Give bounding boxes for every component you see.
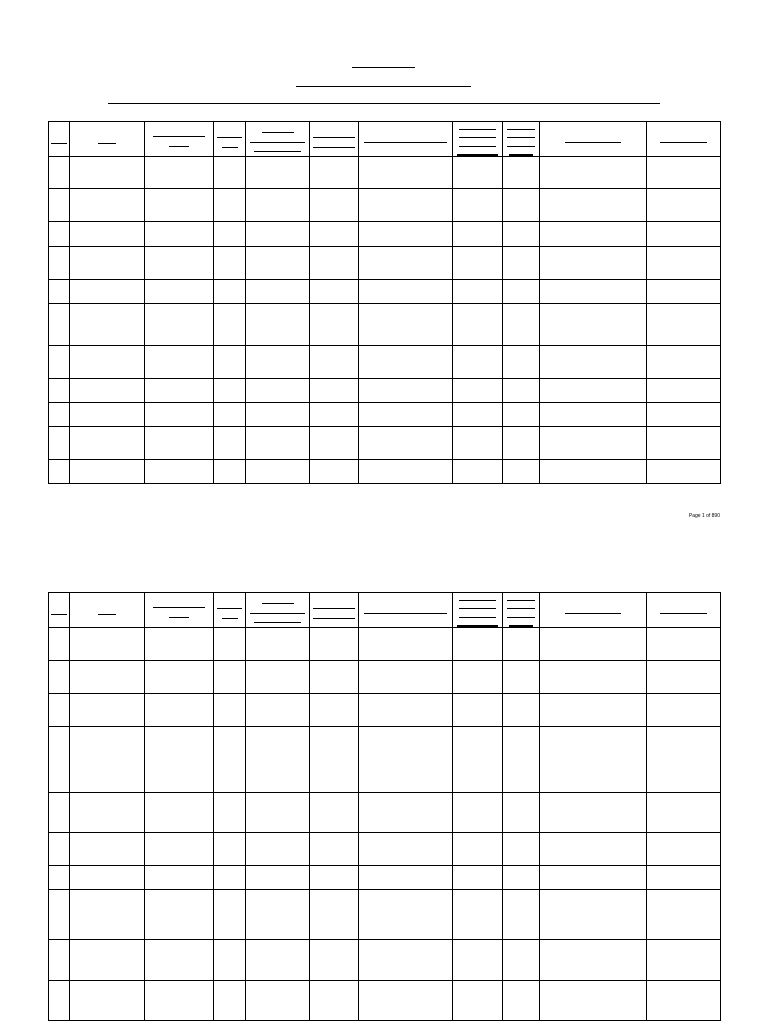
table-row <box>49 346 721 379</box>
column-header-6 <box>310 122 359 157</box>
column-header-5 <box>246 122 310 157</box>
table-header-row <box>49 593 721 628</box>
table-row <box>49 981 721 1021</box>
records-table-page-1 <box>48 121 721 484</box>
table-row <box>49 793 721 833</box>
table-row <box>49 427 721 460</box>
column-header-7 <box>359 122 453 157</box>
column-header-4 <box>214 122 246 157</box>
column-header-2 <box>70 593 145 628</box>
table-row <box>49 280 721 304</box>
table-row <box>49 833 721 866</box>
document-title-redacted <box>352 67 415 68</box>
column-header-3 <box>145 593 214 628</box>
page-number: Page 1 of 890 <box>688 513 720 519</box>
table-row <box>49 189 721 222</box>
table-row <box>49 460 721 484</box>
column-header-9 <box>503 122 540 157</box>
column-header-5 <box>246 593 310 628</box>
column-header-8 <box>453 122 503 157</box>
table-row <box>49 403 721 427</box>
table-row <box>49 222 721 247</box>
table-row <box>49 694 721 727</box>
column-header-8 <box>453 593 503 628</box>
records-table-page-2 <box>48 592 721 1021</box>
column-header-2 <box>70 122 145 157</box>
column-header-7 <box>359 593 453 628</box>
column-header-10 <box>540 122 647 157</box>
table-header-row <box>49 122 721 157</box>
table-row <box>49 940 721 981</box>
table-row <box>49 304 721 346</box>
document-description-redacted <box>108 103 660 104</box>
column-header-9 <box>503 593 540 628</box>
table-row <box>49 890 721 940</box>
column-header-1 <box>49 593 70 628</box>
column-header-11 <box>647 593 721 628</box>
document-subtitle-redacted <box>296 86 471 87</box>
column-header-10 <box>540 593 647 628</box>
column-header-3 <box>145 122 214 157</box>
table-row <box>49 661 721 694</box>
table-row <box>49 628 721 661</box>
table-row <box>49 379 721 403</box>
column-header-4 <box>214 593 246 628</box>
table-row <box>49 247 721 280</box>
table-row <box>49 727 721 793</box>
table-row <box>49 866 721 890</box>
column-header-1 <box>49 122 70 157</box>
column-header-6 <box>310 593 359 628</box>
table-row <box>49 157 721 189</box>
column-header-11 <box>647 122 721 157</box>
